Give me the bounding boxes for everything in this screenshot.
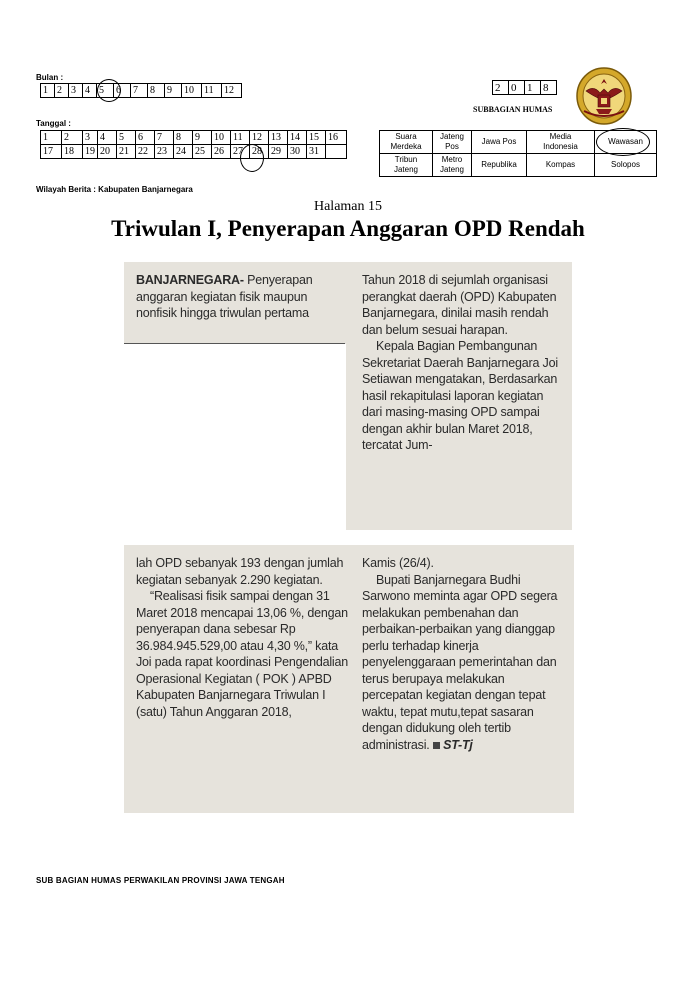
month-cell: 6 xyxy=(114,84,131,98)
month-cell: 11 xyxy=(202,84,222,98)
column-3-paragraph-1: lah OPD sebanyak 193 dengan jumlah kegiatan sebanyak 2.290 kegiatan. xyxy=(136,556,344,587)
dates-row-2 xyxy=(41,145,347,159)
tanggal-label: Tanggal : xyxy=(36,119,71,128)
year-row xyxy=(493,81,557,95)
month-cell: 7 xyxy=(131,84,148,98)
media-cell: Metro Jateng xyxy=(433,154,472,177)
date-cell: 2 xyxy=(62,131,83,145)
date-cell: 26 xyxy=(212,145,231,159)
media-cell: Suara Merdeka xyxy=(380,131,433,154)
media-cell: Media Indonesia xyxy=(527,131,595,154)
year-digit-cell: 8 xyxy=(541,81,557,95)
page-number: Halaman 15 xyxy=(313,199,383,214)
date-cell: 14 xyxy=(288,131,307,145)
media-cell: Solopos xyxy=(595,154,657,177)
column-4-paragraph-2 xyxy=(362,572,566,754)
media-cell: Tribun Jateng xyxy=(380,154,433,177)
headline: Triwulan I, Penyerapan Anggaran OPD Rendah xyxy=(111,216,585,241)
date-cell: 22 xyxy=(136,145,155,159)
date-cell: 25 xyxy=(193,145,212,159)
date-cell: 28 xyxy=(250,145,269,159)
month-cell: 12 xyxy=(222,84,242,98)
date-cell: 19 xyxy=(83,145,98,159)
month-cell: 4 xyxy=(83,84,97,98)
date-cell: 11 xyxy=(231,131,250,145)
date-cell: 18 xyxy=(62,145,83,159)
date-cell: 8 xyxy=(174,131,193,145)
end-mark-icon xyxy=(433,742,440,749)
media-cell: Kompas xyxy=(527,154,595,177)
date-cell: 15 xyxy=(307,131,326,145)
date-cell: 24 xyxy=(174,145,193,159)
signature: ST-Tj xyxy=(443,737,473,752)
selected-media-circle xyxy=(596,128,650,156)
month-cell: 1 xyxy=(41,84,55,98)
blank-area xyxy=(124,344,346,530)
selected-month-circle xyxy=(97,79,121,102)
column-2-paragraph-1: Tahun 2018 di sejumlah organisasi perangkat daerah (OPD) Kabupaten Banjarnegara, dinilai masih rendah dan belum sesuai harapan. xyxy=(362,273,557,337)
date-cell: 4 xyxy=(98,131,117,145)
date-cell: 10 xyxy=(212,131,231,145)
column-3-paragraph-2: “Realisasi fisik sampai dengan 31 Maret 2018 mencapai 13,06 %, dengan penyerapan dana sebesar Rp 36.984.945.529,00 atau 4,30 %,” kata Joi pada rapat koordinasi Pengendalian Operasional Kegiatan ( POK ) APBD Kabupaten Banjarnegara Triwulan I (satu) Tahun Anggaran 2018, xyxy=(136,589,349,719)
media-cell: Jateng Pos xyxy=(433,131,472,154)
column-2-paragraph-2: Kepala Bagian Pembangunan Sekretariat Daerah Banjarnegara Joi Setiawan mengatakan, Berdasarkan hasil rekapitulasi laporan kegiatan dari masing-masing OPD sampai dengan akhir bulan Maret 2018, tercatat Jum- xyxy=(362,339,558,452)
date-cell: 3 xyxy=(83,131,98,145)
date-cell: 30 xyxy=(288,145,307,159)
column-4 xyxy=(362,555,566,753)
months-row xyxy=(41,84,242,98)
year-digit-cell: 0 xyxy=(509,81,525,95)
media-cell: Jawa Pos xyxy=(472,131,527,154)
date-cell: 6 xyxy=(136,131,155,145)
column-1-text: Penyerapan anggaran kegiatan fisik maupun nonfisik hingga triwulan pertama xyxy=(136,273,313,320)
month-cell: 3 xyxy=(69,84,83,98)
column-1-paragraph xyxy=(136,272,348,322)
garuda-emblem-icon xyxy=(576,67,632,125)
dates-table xyxy=(40,130,347,159)
year-table xyxy=(492,80,557,95)
column-4-text: Bupati Banjarnegara Budhi Sarwono meminta agar OPD segera melakukan pembenahan dan perbaikan-perbaikan yang dianggap perlu terhadap kinerja penyelenggaraan pemerintahan dan terus berupaya melakukan percepatan kegiatan dengan tepat waktu, tepat mutu,tepat sasaran dengan didukung oleh tertib administrasi. xyxy=(362,572,558,752)
month-cell: 8 xyxy=(148,84,165,98)
date-cell: 1 xyxy=(41,131,62,145)
bulan-label: Bulan : xyxy=(36,73,64,82)
date-cell: 13 xyxy=(269,131,288,145)
clipping-top xyxy=(124,262,572,530)
month-cell: 10 xyxy=(182,84,202,98)
column-2 xyxy=(362,272,564,454)
date-cell: 21 xyxy=(117,145,136,159)
date-cell: 16 xyxy=(326,131,347,145)
media-cell: Wawasan xyxy=(595,131,657,154)
months-table xyxy=(40,83,242,98)
column-4-paragraph-1: Kamis (26/4). xyxy=(362,556,434,570)
media-row-2 xyxy=(380,154,657,177)
date-cell: 7 xyxy=(155,131,174,145)
column-1 xyxy=(136,272,348,322)
month-cell: 2 xyxy=(55,84,69,98)
column-3 xyxy=(136,555,348,720)
date-cell: 31 xyxy=(307,145,326,159)
media-cell: Republika xyxy=(472,154,527,177)
selected-date-circle xyxy=(240,144,264,172)
month-cell: 9 xyxy=(165,84,182,98)
date-cell: 5 xyxy=(117,131,136,145)
year-digit-cell: 2 xyxy=(493,81,509,95)
year-digit-cell: 1 xyxy=(525,81,541,95)
department-label: SUBBAGIAN HUMAS xyxy=(473,105,553,114)
date-cell: 17 xyxy=(41,145,62,159)
date-cell: 23 xyxy=(155,145,174,159)
date-cell xyxy=(326,145,347,159)
footer-text: SUB BAGIAN HUMAS PERWAKILAN PROVINSI JAWA TENGAH xyxy=(36,876,285,885)
date-cell: 9 xyxy=(193,131,212,145)
date-cell: 27 xyxy=(231,145,250,159)
clipping-bottom xyxy=(124,545,574,813)
wilayah-label: Wilayah Berita : Kabupaten Banjarnegara xyxy=(36,185,193,194)
month-cell: 5 xyxy=(97,84,114,98)
dateline: BANJARNEGARA- xyxy=(136,273,244,287)
date-cell: 12 xyxy=(250,131,269,145)
dates-row-1 xyxy=(41,131,347,145)
date-cell: 29 xyxy=(269,145,288,159)
date-cell: 20 xyxy=(98,145,117,159)
